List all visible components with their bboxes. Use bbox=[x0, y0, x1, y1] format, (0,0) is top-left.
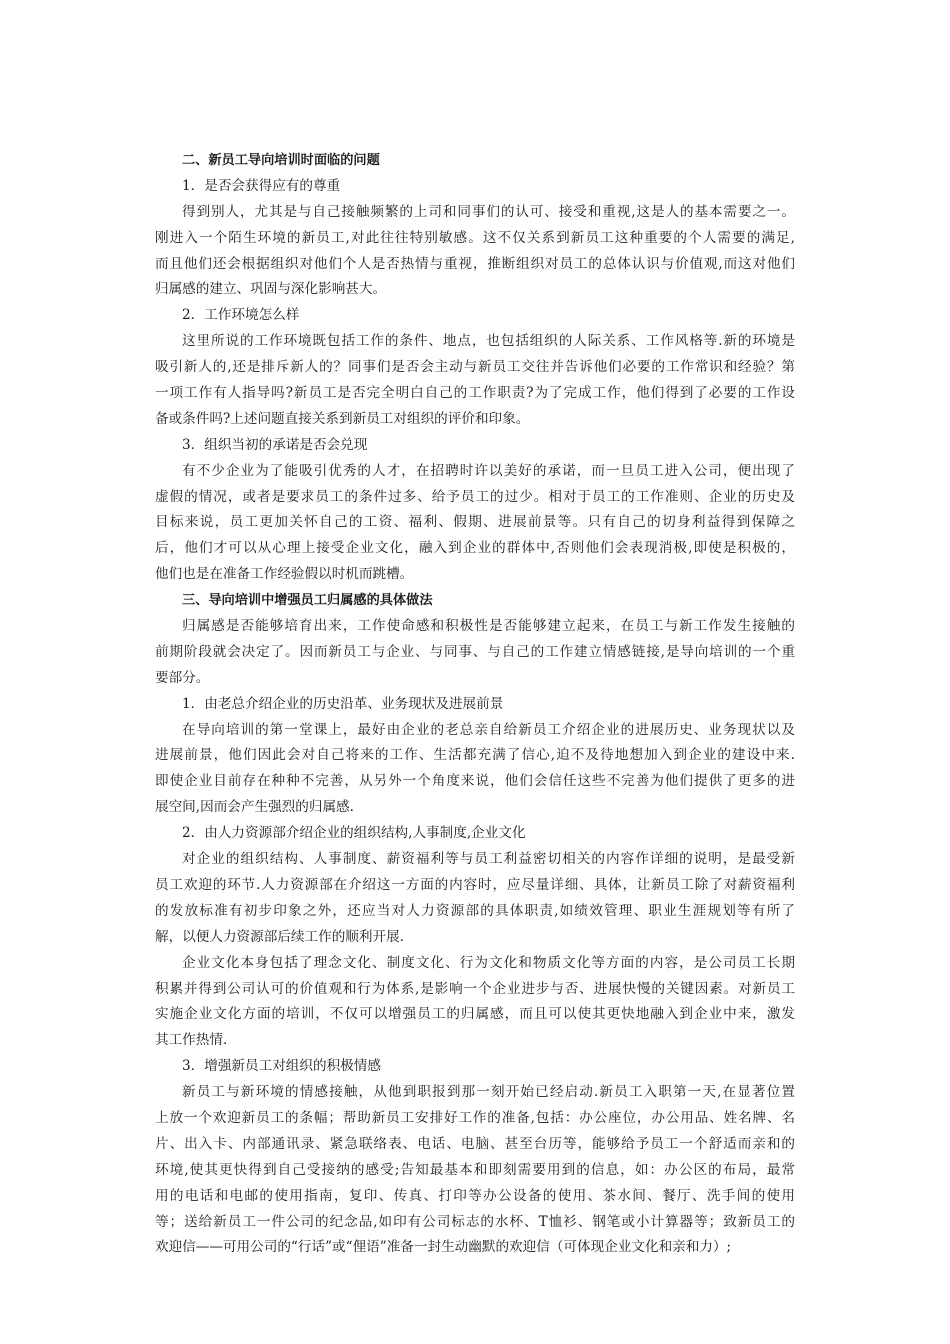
text-line: 备或条件吗?上述问题直接关系到新员工对组织的评价和印象。 bbox=[155, 410, 530, 427]
text-line: 虚假的情况，或者是要求员工的条件过多、给予员工的过少。相对于员工的工作准则、企业的历史及 bbox=[155, 488, 795, 505]
text-line: 这里所说的工作环境既包括工作的条件、地点，也包括组织的人际关系、工作风格等.新的环境是 bbox=[182, 333, 795, 350]
subsection-heading bbox=[155, 692, 795, 718]
text-line: 一项工作有人指导吗?新员工是否完全明白自己的工作职责?为了完成工作，他们得到了必要的工作设 bbox=[155, 385, 795, 402]
text-line: 刚进入一个陌生环境的新员工,对此往往特别敏感。这不仅关系到新员工这种重要的个人需要的满足, bbox=[155, 229, 795, 246]
text-line: 上放一个欢迎新员工的条幅；帮助新员工安排好工作的准备,包括：办公座位，办公用品、姓名牌、名 bbox=[155, 1109, 795, 1126]
section-heading bbox=[155, 588, 795, 614]
text-line: 其工作热情. bbox=[155, 1032, 228, 1049]
text-line: 2．由人力资源部介绍企业的组织结构,人事制度,企业文化 bbox=[182, 825, 526, 842]
text-line: 而且他们还会根据组织对他们个人是否热情与重视，推断组织对员工的总体认识与价值观,而这对他们 bbox=[155, 255, 795, 272]
text-line: 进展前景，他们因此会对自己将来的工作、生活都充满了信心,迫不及待地想加入到企业的建设中来. bbox=[155, 747, 795, 764]
document-page bbox=[155, 148, 795, 1261]
text-line: 归属感的建立、巩固与深化影响甚大。 bbox=[155, 281, 387, 298]
text-line: 在导向培训的第一堂课上，最好由企业的老总亲自给新员工介绍企业的进展历史、业务现状以及 bbox=[182, 721, 795, 738]
text-line: 得到别人，尤其是与自己接触频繁的上司和同事们的认可、接受和重视,这是人的基本需要之一。 bbox=[182, 203, 795, 220]
text-line: 积累并得到公司认可的价值观和行为体系,是影响一个企业进步与否、进展快慢的关键因素。对新员工 bbox=[155, 980, 795, 997]
subsection-heading bbox=[155, 821, 795, 847]
text-line: 实施企业文化方面的培训，不仅可以增强员工的归属感，而且可以使其更快地融入到企业中来，激发 bbox=[155, 1006, 795, 1023]
text-line: 即使企业目前存在种种不完善，从另外一个角度来说，他们会信任这些不完善为他们提供了更多的进 bbox=[155, 773, 795, 790]
text-line: 用的电话和电邮的使用指南，复印、传真、打印等办公设备的使用、茶水间、餐厅、洗手间的使用 bbox=[155, 1187, 795, 1204]
text-line: 二、新员工导向培训时面临的问题 bbox=[182, 153, 380, 168]
text-line: 吸引新人的,还是排斥新人的？同事们是否会主动与新员工交往并告诉他们必要的工作常识和经验？第 bbox=[155, 359, 795, 376]
text-line: 他们也是在准备工作经验假以时机而跳槽。 bbox=[155, 566, 414, 583]
text-line: 1．是否会获得应有的尊重 bbox=[182, 177, 341, 194]
text-line: 对企业的组织结构、人事制度、薪资福利等与员工利益密切相关的内容作详细的说明，是最受新 bbox=[182, 851, 795, 868]
text-line: 前期阶段就会决定了。因而新员工与企业、与同事、与自己的工作建立情感链接,是导向培训的一个重 bbox=[155, 643, 795, 660]
text-line: 片、出入卡、内部通讯录、紧急联络表、电话、电脑、甚至台历等，能够给予员工一个舒适而亲和的 bbox=[155, 1135, 795, 1152]
text-line: 后，他们才可以从心理上接受企业文化，融入到企业的群体中,否则他们会表现消极,即使是积极的， bbox=[155, 540, 795, 557]
text-line: 新员工与新环境的情感接触，从他到职报到那一刻开始已经启动.新员工入职第一天,在显著位置 bbox=[182, 1084, 795, 1101]
text-line: 归属感是否能够培育出来，工作使命感和积极性是否能够建立起来，在员工与新工作发生接触的 bbox=[182, 618, 795, 635]
section-heading bbox=[155, 148, 795, 174]
text-line: 解，以便人力资源部后续工作的顺利开展. bbox=[155, 928, 405, 945]
subsection-heading bbox=[155, 1054, 795, 1080]
text-line: 的发放标准有初步印象之外，还应当对人力资源部的具体职责,如绩效管理、职业生涯规划等有所了 bbox=[155, 902, 795, 919]
text-line: 要部分。 bbox=[155, 669, 210, 686]
paragraph bbox=[155, 951, 795, 1055]
text-line: 目标来说，员工更加关怀自己的工资、福利、假期、进展前景等。只有自己的切身利益得到保障之 bbox=[155, 514, 795, 531]
paragraph bbox=[155, 614, 795, 692]
text-line: 员工欢迎的环节.人力资源部在介绍这一方面的内容时，应尽量详细、具体，让新员工除了对薪资福利 bbox=[155, 876, 795, 893]
paragraph bbox=[155, 847, 795, 951]
text-line: 欢迎信——可用公司的“行话”或“俚语”准备一封生动幽默的欢迎信（可体现企业文化和亲和力）; bbox=[155, 1239, 732, 1256]
text-line: 3．增强新员工对组织的积极情感 bbox=[182, 1058, 381, 1075]
text-line: 等；送给新员工一件公司的纪念品,如印有公司标志的水杯、T恤衫、钢笔或小计算器等；致新员工的 bbox=[155, 1213, 795, 1230]
text-line: 三、导向培训中增强员工归属感的具体做法 bbox=[182, 593, 433, 609]
text-line: 环境,使其更快得到自己受接纳的感受;告知最基本和即刻需要用到的信息，如：办公区的布局，最常 bbox=[155, 1161, 795, 1178]
paragraph bbox=[155, 1080, 795, 1261]
subsection-heading bbox=[155, 303, 795, 329]
text-line: 展空间,因而会产生强烈的归属感. bbox=[155, 799, 354, 816]
subsection-heading bbox=[155, 174, 795, 200]
text-line: 有不少企业为了能吸引优秀的人才，在招聘时许以美好的承诺，而一旦员工进入公司，便出现了 bbox=[182, 462, 795, 479]
text-line: 2．工作环境怎么样 bbox=[182, 307, 300, 324]
subsection-heading bbox=[155, 433, 795, 459]
text-line: 企业文化本身包括了理念文化、制度文化、行为文化和物质文化等方面的内容，是公司员工长期 bbox=[182, 954, 795, 971]
paragraph bbox=[155, 718, 795, 822]
text-line: 1．由老总介绍企业的历史沿革、业务现状及进展前景 bbox=[182, 695, 504, 712]
paragraph bbox=[155, 329, 795, 433]
paragraph bbox=[155, 459, 795, 588]
paragraph bbox=[155, 200, 795, 304]
text-line: 3．组织当初的承诺是否会兑现 bbox=[182, 436, 368, 453]
